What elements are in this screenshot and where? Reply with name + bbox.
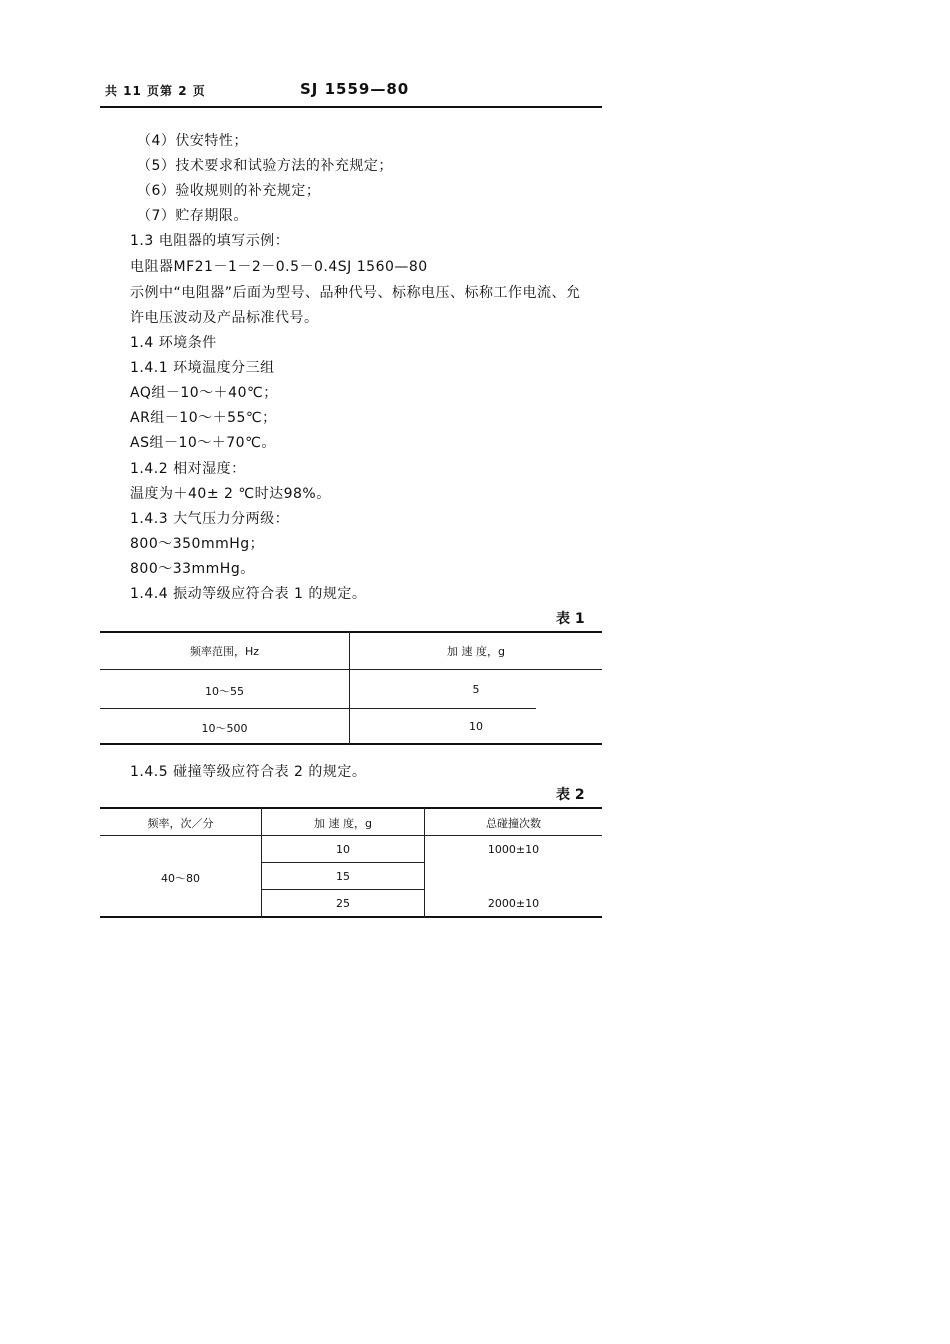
table1-cell-freq-2: 10～500 bbox=[201, 722, 248, 735]
section-1-4: 1.4 环境条件 bbox=[130, 335, 217, 351]
temp-group-aq: AQ组－10～＋40℃； bbox=[130, 385, 278, 401]
table2-row-rule-1 bbox=[262, 862, 424, 863]
temp-group-ar: AR组－10～＋55℃； bbox=[130, 410, 277, 426]
pressure-level-2: 800～33mmHg。 bbox=[130, 561, 255, 577]
section-1-3: 1.3 电阻器的填写示例： bbox=[130, 233, 290, 249]
temp-group-as: AS组－10～＋70℃。 bbox=[130, 435, 276, 451]
list-item-4: （4）伏安特性； bbox=[137, 133, 248, 149]
table2-cell-count-2: 2000±10 bbox=[487, 897, 540, 910]
section-1-4-2: 1.4.2 相对湿度： bbox=[130, 461, 246, 477]
page-info: 共 11 页第 2 页 bbox=[105, 84, 206, 98]
table1-bottom-rule bbox=[100, 743, 602, 745]
table2-cell-accel-1: 10 bbox=[336, 843, 350, 856]
table1-header-rule bbox=[100, 669, 602, 670]
standard-number: SJ 1559—80 bbox=[300, 80, 410, 98]
paragraph-line-2: 许电压波动及产品标准代号。 bbox=[130, 310, 319, 326]
paragraph-line-1: 示例中“电阻器”后面为型号、品种代号、标称电压、标称工作电流、允 bbox=[130, 285, 581, 301]
table2-header-rule bbox=[100, 835, 602, 836]
humidity-text: 温度为＋40± 2 ℃时达98%。 bbox=[130, 486, 331, 502]
table2-header-accel: 加 速 度，g bbox=[314, 817, 372, 830]
table2-cell-accel-2: 15 bbox=[336, 870, 350, 883]
section-1-4-4: 1.4.4 振动等级应符合表 1 的规定。 bbox=[130, 586, 367, 602]
table2-header-freq: 频率，次／分 bbox=[147, 817, 214, 830]
list-item-5: （5）技术要求和试验方法的补充规定； bbox=[137, 158, 393, 174]
example-code: 电阻器MF21－1－2－0.5－0.4SJ 1560—80 bbox=[130, 259, 428, 275]
table2-caption: 表 2 bbox=[556, 787, 585, 803]
section-1-4-1: 1.4.1 环境温度分三组 bbox=[130, 360, 275, 376]
table2-header-count: 总碰撞次数 bbox=[486, 817, 541, 830]
list-item-6: （6）验收规则的补充规定； bbox=[137, 183, 321, 199]
table2-cell-count-1: 1000±10 bbox=[487, 843, 540, 856]
table2-cell-accel-3: 25 bbox=[336, 897, 350, 910]
table1-caption: 表 1 bbox=[556, 611, 585, 627]
table1-cell-accel-1: 5 bbox=[472, 683, 480, 696]
table2-cell-freq: 40～80 bbox=[161, 872, 200, 885]
table2-row-rule-2 bbox=[262, 889, 424, 890]
table1 bbox=[100, 631, 602, 746]
table1-cell-accel-2: 10 bbox=[469, 720, 483, 733]
section-1-4-3: 1.4.3 大气压力分两级： bbox=[130, 511, 290, 527]
table2 bbox=[100, 807, 602, 920]
table1-cell-freq-1: 10～55 bbox=[205, 685, 244, 698]
table1-row-rule bbox=[100, 708, 536, 709]
table2-bottom-rule bbox=[100, 916, 602, 918]
list-item-7: （7）贮存期限。 bbox=[137, 208, 248, 224]
table1-header-freq: 频率范围，Hz bbox=[189, 645, 260, 658]
table1-top-rule bbox=[100, 631, 602, 633]
table1-header-accel: 加 速 度，g bbox=[447, 645, 505, 658]
pressure-level-1: 800～350mmHg； bbox=[130, 536, 265, 552]
header-rule bbox=[100, 106, 602, 108]
table2-top-rule bbox=[100, 807, 602, 809]
section-1-4-5: 1.4.5 碰撞等级应符合表 2 的规定。 bbox=[130, 764, 367, 780]
